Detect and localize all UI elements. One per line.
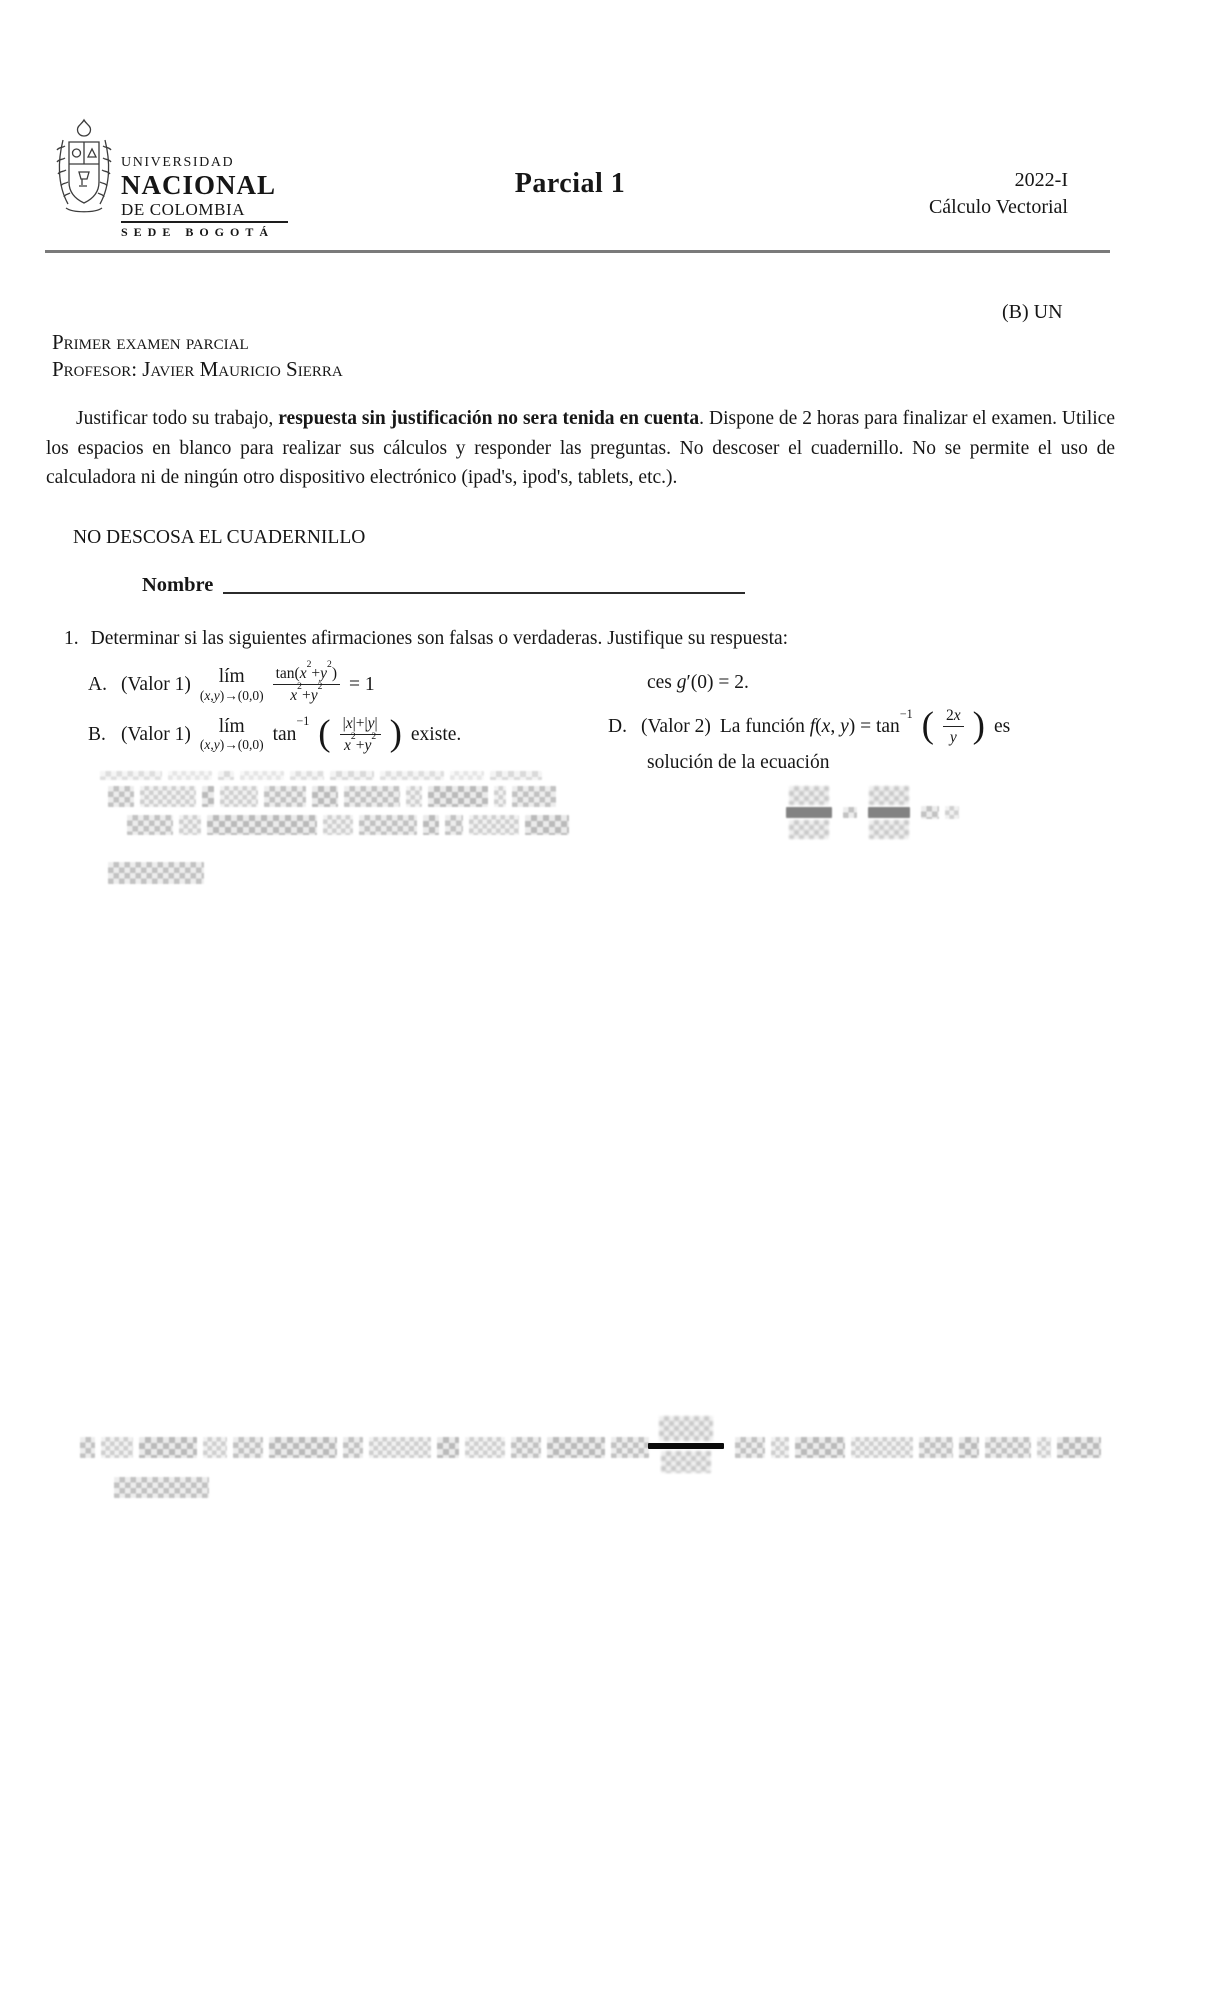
item-d xyxy=(608,706,1113,748)
university-logotype xyxy=(121,156,288,238)
variant-code: (B) UN xyxy=(1002,301,1063,323)
question-1-text: Determinar si las siguientes afirmaciones son falsas o verdaderas. Justifique su respuesta: xyxy=(90,628,789,649)
warning-line: NO DESCOSA EL CUADERNILLO xyxy=(73,527,366,548)
item-d-post: es xyxy=(993,715,1011,737)
fraction-d-denominator: y xyxy=(949,729,957,747)
redacted-equation xyxy=(786,786,959,839)
limit-subscript: (x,y)→(0,0) xyxy=(199,687,264,703)
fraction-b-numerator: |x|+|y| xyxy=(340,714,381,735)
redacted-equals-zero xyxy=(921,806,959,819)
redacted-plus-sign xyxy=(843,807,857,818)
item-a-valor: (Valor 1) xyxy=(121,673,191,695)
limit-subscript-b: (x,y)→(0,0) xyxy=(199,737,264,753)
item-b-label: B. xyxy=(88,723,106,745)
redacted-solucion-2 xyxy=(114,1477,209,1498)
item-d-valor: (Valor 2) xyxy=(641,715,711,737)
course-label: Cálculo Vectorial xyxy=(928,196,1068,218)
page-title: Parcial 1 xyxy=(514,168,626,199)
paren-open-b: ( xyxy=(318,712,331,754)
fraction-d xyxy=(943,706,964,748)
instructions-lead: Justificar todo su trabajo, xyxy=(76,408,279,429)
q2-fraction-bar xyxy=(648,1443,724,1449)
fraction-d-numerator: 2x xyxy=(943,706,964,727)
redacted-fraction-2 xyxy=(868,786,910,839)
limit-operator-b xyxy=(200,717,264,753)
item-d-line2: solución de la ecuación xyxy=(647,751,830,773)
fraction-b-denominator: $x^2+y^2$ xyxy=(344,730,377,755)
redacted-question-2-left xyxy=(80,1437,649,1458)
item-b xyxy=(88,714,583,756)
logo-de-colombia: DE COLOMBIA xyxy=(121,200,246,219)
instructions-bold: respuesta sin justificación no sera tenida en cuenta xyxy=(278,408,700,429)
question-1-left-column xyxy=(88,658,583,756)
term-label: 2022-I xyxy=(1014,169,1068,191)
item-a xyxy=(88,658,583,706)
term-course-block xyxy=(868,167,1068,221)
logo-universidad: UNIVERSIDAD xyxy=(121,155,235,170)
item-b-tail: existe. xyxy=(410,723,462,745)
redacted-item-c-line2 xyxy=(127,815,569,835)
fraction-a-numerator: $\tan(x^2+y^2)$ xyxy=(273,664,340,685)
item-c-continuation: ces g′(0) = 2. xyxy=(647,672,749,693)
fraction-a-denominator: $x^2+y^2$ xyxy=(290,680,323,705)
redacted-solucion-1 xyxy=(108,862,204,884)
item-d-label: D. xyxy=(608,715,627,737)
question-1-number: 1. xyxy=(64,628,79,649)
logo-divider xyxy=(121,221,288,223)
name-label: Nombre xyxy=(142,574,214,596)
limit-word-b: lím xyxy=(218,715,245,737)
header-rule xyxy=(45,250,1110,253)
exam-title: Primer examen parcial xyxy=(52,330,249,354)
redacted-item-c-line1 xyxy=(108,786,556,807)
item-b-valor: (Valor 1) xyxy=(121,723,191,745)
name-blank-line xyxy=(223,572,745,594)
university-crest xyxy=(54,116,114,228)
question-1-prompt xyxy=(64,628,788,650)
item-a-label: A. xyxy=(88,673,107,695)
item-b-function: $\tan^{-1}$ xyxy=(272,714,310,745)
redacted-strip-under-b xyxy=(100,771,542,780)
redacted-q2-denominator xyxy=(661,1451,711,1473)
logo-nacional: NACIONAL xyxy=(121,170,277,200)
paren-open-d: ( xyxy=(921,705,934,747)
limit-operator xyxy=(200,667,264,703)
redacted-q2-numerator xyxy=(659,1416,713,1441)
question-1-right-column xyxy=(608,672,1113,774)
paren-close-d: ) xyxy=(972,705,985,747)
fraction-a xyxy=(273,658,340,706)
limit-word: lím xyxy=(218,666,245,688)
fraction-b xyxy=(340,714,381,756)
logo-sede-bogota: SEDE BOGOTÁ xyxy=(121,225,275,239)
redacted-question-2-right xyxy=(735,1437,1101,1458)
paren-close-b: ) xyxy=(389,712,402,754)
item-a-tail: = 1 xyxy=(349,673,375,695)
redacted-question-2-fraction xyxy=(648,1416,724,1473)
instructions-paragraph xyxy=(46,404,1115,493)
professor-line: Profesor: Javier Mauricio Sierra xyxy=(52,357,343,381)
item-d-pre: La función f(x, $y) = \tan^{-1}$ xyxy=(719,706,913,737)
redacted-fraction-1 xyxy=(786,786,832,839)
name-field xyxy=(142,572,745,597)
instructions-rest: . Dispone de 2 horas para finalizar el examen. Utilice los espacios en blanco para realizar sus cálculos y responder las preguntas. No descoser el cuadernillo. No se permite el uso de calculadora ni de ningún otro dispositivo electrónico (ipad's, ipod's, tablets, etc.). xyxy=(46,408,1115,489)
